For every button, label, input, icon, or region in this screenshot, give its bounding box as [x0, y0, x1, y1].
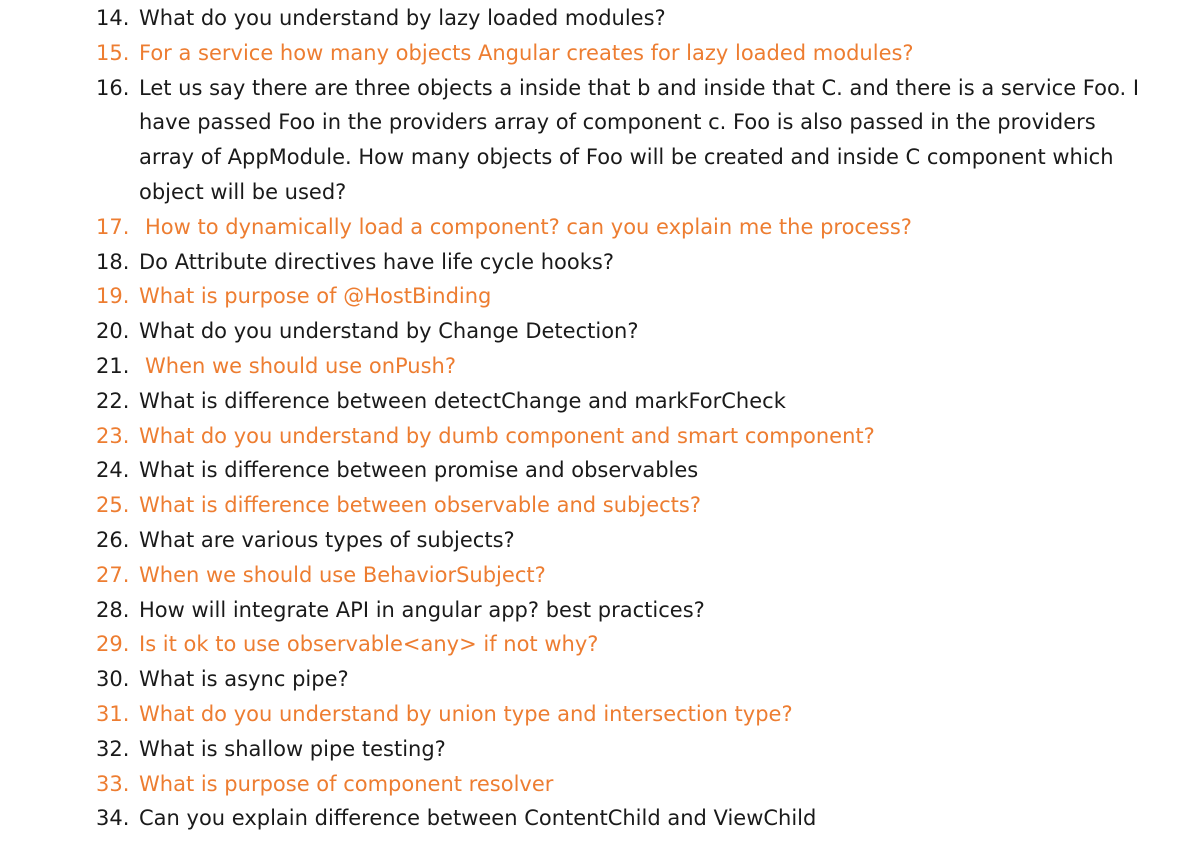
list-item-19 — [0, 279, 1190, 314]
item-number: 27. — [96, 562, 130, 587]
list-item-34 — [0, 801, 1190, 836]
item-number: 15. — [96, 40, 130, 65]
item-text: When we should use onPush? — [145, 353, 457, 378]
item-number: 23. — [96, 423, 130, 448]
list-item-22 — [0, 384, 1190, 419]
list-item-29 — [0, 627, 1190, 662]
list-item-24 — [0, 453, 1190, 488]
item-text: What do you understand by dumb component and smart component? — [139, 423, 875, 448]
item-number: 25. — [96, 493, 130, 518]
item-text: How will integrate API in angular app? best practices? — [139, 597, 705, 622]
item-number: 26. — [96, 527, 130, 552]
list-item-21 — [0, 349, 1190, 384]
item-text: For a service how many objects Angular creates for lazy loaded modules? — [139, 40, 914, 65]
item-text: How to dynamically load a component? can you explain me the process? — [145, 214, 912, 239]
item-number: 14. — [96, 6, 130, 30]
item-text: What is purpose of @HostBinding — [139, 284, 492, 309]
item-text: What is difference between detectChange and markForCheck — [139, 388, 786, 413]
item-text: Let us say there are three objects a inside that b and inside that C. and there is a service Foo. I have passed Foo in the providers array of component c. Foo is also passed in the providers array of AppModule. How many objects of Foo will be created and inside C component which object will be used? — [139, 75, 1140, 204]
item-text: Is it ok to use observable<any> if not why? — [139, 632, 599, 657]
list-item-26 — [0, 523, 1190, 558]
item-text: What do you understand by lazy loaded modules? — [139, 6, 666, 30]
item-number: 20. — [96, 319, 130, 344]
item-number: 18. — [96, 249, 130, 274]
list-item-28 — [0, 593, 1190, 628]
list-item-15 — [0, 36, 1190, 71]
item-number: 29. — [96, 632, 130, 657]
list-item-25 — [0, 488, 1190, 523]
list-item-31 — [0, 697, 1190, 732]
item-number: 24. — [96, 458, 130, 483]
list-item-14 — [0, 1, 1190, 36]
list-item-20 — [0, 314, 1190, 349]
list-item-33 — [0, 767, 1190, 802]
item-text: Can you explain difference between ContentChild and ViewChild — [139, 806, 817, 831]
item-number: 30. — [96, 667, 130, 692]
list-item-27 — [0, 558, 1190, 593]
item-text: What is shallow pipe testing? — [139, 736, 446, 761]
item-number: 28. — [96, 597, 130, 622]
item-number: 34. — [96, 806, 130, 831]
item-text: What do you understand by union type and intersection type? — [139, 701, 793, 726]
list-item-16 — [0, 71, 1190, 210]
item-text: What is async pipe? — [139, 667, 349, 692]
list-item-23 — [0, 419, 1190, 454]
item-number: 17. — [96, 214, 130, 239]
item-text: When we should use BehaviorSubject? — [139, 562, 546, 587]
item-text: What is purpose of component resolver — [139, 771, 554, 796]
item-number: 31. — [96, 701, 130, 726]
item-number: 22. — [96, 388, 130, 413]
item-number: 32. — [96, 736, 130, 761]
list-item-17 — [0, 210, 1190, 245]
item-number: 33. — [96, 771, 130, 796]
item-number: 19. — [96, 284, 130, 309]
question-list — [0, 1, 1190, 836]
list-item-32 — [0, 732, 1190, 767]
item-text: What do you understand by Change Detection? — [139, 319, 639, 344]
item-text: What are various types of subjects? — [139, 527, 515, 552]
list-item-18 — [0, 245, 1190, 280]
item-text: Do Attribute directives have life cycle hooks? — [139, 249, 614, 274]
item-text: What is difference between promise and observables — [139, 458, 699, 483]
item-number: 16. — [96, 75, 130, 100]
item-number: 21. — [96, 353, 130, 378]
item-text: What is difference between observable and subjects? — [139, 493, 701, 518]
list-item-30 — [0, 662, 1190, 697]
